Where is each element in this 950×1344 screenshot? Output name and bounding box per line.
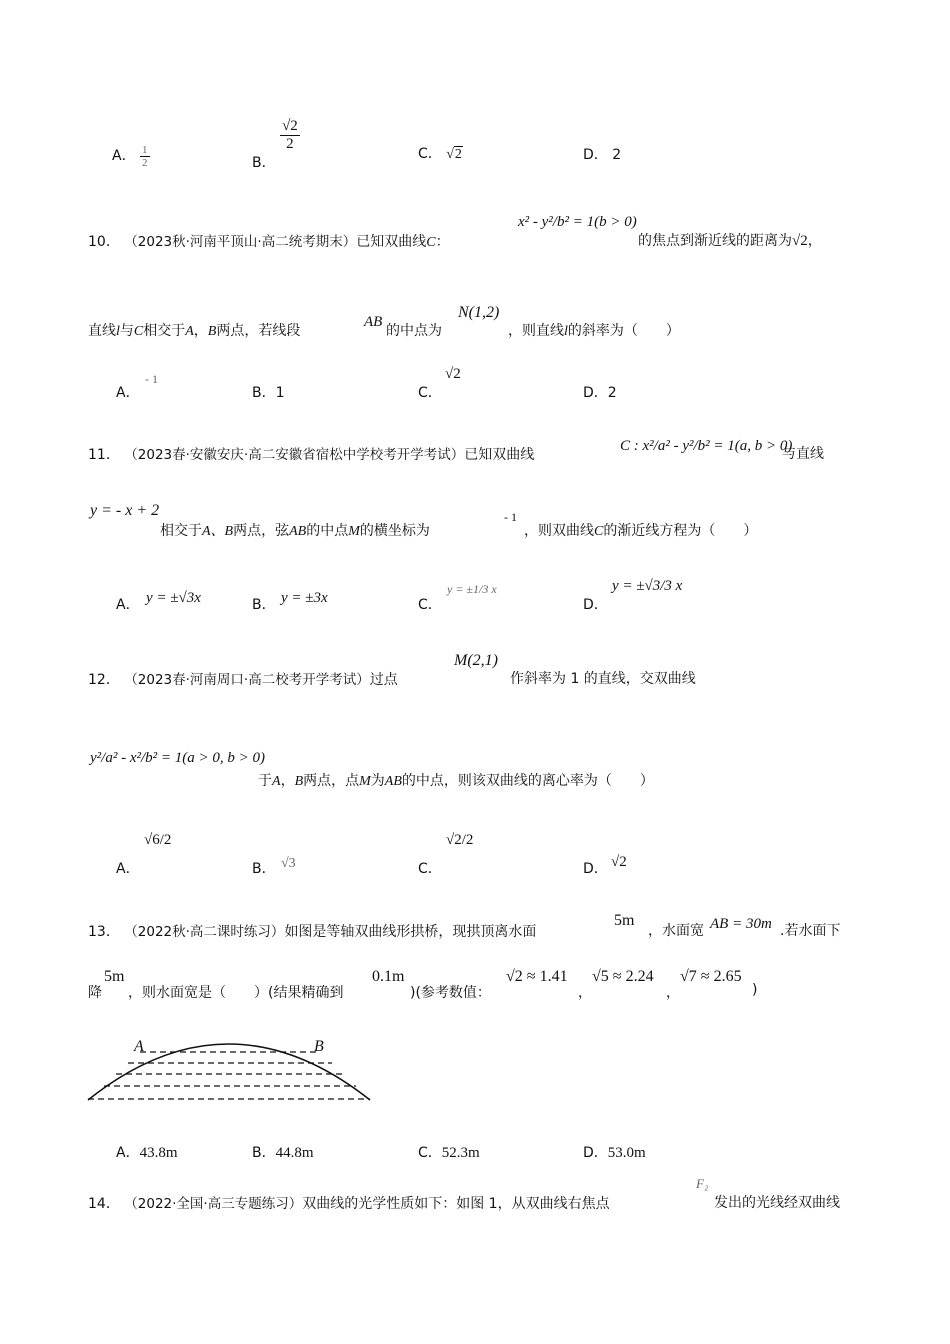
point-b: B — [294, 774, 304, 789]
q14-focus: F₂ — [696, 1176, 709, 1191]
stem-text: 的斜率为（ ） — [567, 323, 680, 339]
q13-text7: ) — [752, 982, 758, 998]
option-value: 1 — [275, 385, 285, 401]
distance-value: √2 — [792, 233, 808, 249]
stem-text: 的渐近线方程为（ ） — [603, 523, 758, 539]
option-value: 52.3m — [441, 1145, 480, 1161]
numerator: 1 — [142, 144, 148, 156]
q13-ref3: √7 ≈ 2.65 — [680, 968, 742, 985]
q13-stem-line1 — [88, 920, 536, 941]
stem-text: ，则直线 — [508, 323, 564, 339]
question-number: 10． — [88, 234, 120, 250]
option-label: A． — [116, 1145, 140, 1161]
option-value: 2 — [607, 385, 617, 401]
option-label: B． — [252, 861, 276, 877]
q13-option-c[interactable] — [418, 1142, 480, 1162]
q11-stem-line1 — [88, 443, 534, 464]
option-value: 53.0m — [607, 1145, 646, 1161]
option-label: C． — [418, 385, 442, 401]
label-a: A — [134, 1038, 144, 1055]
option-value: 44.8m — [275, 1145, 314, 1161]
question-number: 12． — [88, 672, 120, 688]
colon: ： — [435, 234, 450, 250]
stem-text: 的横坐标为 — [359, 523, 430, 539]
chord-name: AB — [289, 524, 307, 539]
q12-option-c[interactable] — [418, 858, 442, 878]
q14-stem-line1 — [88, 1192, 610, 1213]
sqrt-expression: √2 — [446, 147, 462, 162]
option-label: D． — [583, 147, 608, 163]
stem-text: 为 — [370, 773, 385, 789]
q10-option-a-value: - 1 — [145, 372, 158, 386]
q10-stem-line1 — [88, 230, 450, 251]
q12-option-d-value: √2 — [611, 854, 627, 870]
option-label: C． — [418, 1145, 442, 1161]
q13-text4: 降 — [88, 985, 102, 1001]
q11-text2: 与直线 — [782, 446, 824, 462]
q11-option-d[interactable] — [583, 594, 608, 614]
stem-text: 与 — [119, 323, 134, 339]
question-source: （2023春·河南周口·高二校考开学考试） — [124, 672, 370, 688]
question-number: 13． — [88, 924, 120, 940]
q10-stem-line2 — [88, 320, 300, 340]
curve-name: C — [594, 524, 604, 539]
q9-option-c[interactable] — [418, 143, 463, 163]
q13-text2: ，水面宽 — [648, 923, 704, 939]
option-label: A． — [116, 385, 140, 401]
q11-stem-line2-end — [524, 520, 757, 540]
q13-ref1: √2 ≈ 1.41 — [506, 968, 568, 985]
q11-option-b[interactable] — [252, 594, 276, 614]
label-b: B — [314, 1038, 324, 1055]
curve-name: C — [133, 324, 144, 339]
curve-name: C — [426, 235, 436, 250]
question-source: （2022·全国·高三专题练习） — [124, 1196, 303, 1212]
points-ab: A、B — [202, 524, 234, 539]
point-a: A — [185, 324, 194, 339]
stem-text: 过点 — [369, 672, 398, 688]
option-label: D． — [583, 597, 608, 613]
option-label: D． — [583, 861, 608, 877]
q13-text5: ，则水面宽是（ ）(结果精确到 — [128, 985, 344, 1001]
q9-option-b[interactable] — [252, 118, 300, 171]
option-label: D． — [583, 385, 608, 401]
option-label: B． — [252, 155, 276, 171]
option-label: C． — [418, 146, 442, 162]
q10-midpoint: N(1,2) — [458, 304, 500, 321]
q9-option-a[interactable] — [112, 144, 150, 169]
arch-bridge-figure — [80, 1020, 380, 1110]
option-label: B． — [252, 1145, 276, 1161]
q11-abscissa: - 1 — [504, 510, 517, 524]
q13-option-b[interactable] — [252, 1142, 314, 1162]
q13-text6: )(参考数值： — [410, 985, 491, 1001]
q10-option-c-value: √2 — [445, 366, 461, 382]
q10-segment: AB — [364, 314, 383, 330]
q13-drop: 5m — [104, 968, 125, 985]
stem-text: 双曲线的光学性质如下：如图 1，从双曲线右焦点 — [302, 1196, 610, 1212]
q10-option-a[interactable] — [116, 382, 140, 402]
q12-point: M(2,1) — [454, 652, 498, 669]
option-value: 43.8m — [139, 1145, 178, 1161]
q14-text2: 发出的光线经双曲线 — [714, 1195, 840, 1211]
stem-text: 已知双曲线 — [356, 234, 427, 250]
q11-equation: C : x²/a² - y²/b² = 1(a, b > 0) — [620, 438, 793, 454]
option-label: B． — [252, 385, 276, 401]
point-m: M — [359, 774, 371, 789]
stem-text: 两点，点 — [303, 773, 360, 789]
q13-option-d[interactable] — [583, 1142, 646, 1162]
option-label: D． — [583, 1145, 608, 1161]
option-label: A． — [116, 861, 140, 877]
question-source: （2022秋·高二课时练习） — [124, 924, 285, 940]
stem-text: 的中点 — [306, 523, 349, 539]
question-source: （2023秋·河南平顶山·高二统考期末） — [124, 234, 357, 250]
stem-text: 已知双曲线 — [464, 447, 535, 463]
line-name: l — [564, 324, 568, 339]
q12-equation: y²/a² - x²/b² = 1(a > 0, b > 0) — [90, 750, 265, 766]
stem-text: 如图是等轴双曲线形拱桥，现拱顶离水面 — [284, 924, 537, 940]
stem-text: 两点，若线段 — [216, 323, 301, 339]
option-value: 2 — [612, 147, 622, 163]
option-label: B． — [252, 597, 276, 613]
stem-text: 的焦点到渐近线的距离为 — [638, 233, 792, 249]
denominator: 2 — [142, 157, 148, 170]
q12-option-a[interactable] — [116, 858, 140, 878]
q9-option-d[interactable] — [583, 144, 621, 164]
q13-text3: .若水面下 — [780, 923, 841, 939]
segment-name: AB — [384, 774, 402, 789]
q10-midpoint-text: 的中点为 — [386, 323, 442, 339]
hyperbola-arch — [88, 1044, 370, 1100]
q11-option-c-value: y = ±1/3 x — [447, 582, 497, 596]
q12-option-b[interactable] — [252, 858, 276, 878]
fraction — [280, 118, 300, 152]
q10-stem-line1-end — [638, 230, 822, 250]
q10-option-c[interactable] — [418, 382, 442, 402]
question-source: （2023春·安徽安庆·高二安徽省宿松中学校考开学考试） — [124, 447, 465, 463]
stem-text: 相交于 — [143, 323, 186, 339]
stem-text: 于 — [258, 773, 272, 789]
q13-ref-sep2: ， — [666, 985, 680, 1001]
q12-stem-line2 — [258, 770, 654, 790]
stem-text: 两点，弦 — [233, 523, 290, 539]
denominator: 2 — [286, 135, 294, 152]
water-lines — [88, 1052, 370, 1099]
q13-width: AB = 30m — [710, 916, 772, 932]
q13-option-a[interactable] — [116, 1142, 178, 1162]
option-label: C． — [418, 597, 442, 613]
q12-text2: 作斜率为 1 的直线，交双曲线 — [510, 671, 696, 687]
q13-ref-sep1: ， — [578, 985, 592, 1001]
q10-option-d[interactable] — [583, 382, 617, 402]
q11-stem-line2 — [160, 520, 430, 540]
q10-equation: x² - y²/b² = 1(b > 0) — [518, 214, 637, 230]
stem-text: 的中点，则该双曲线的离心率为（ ） — [401, 773, 654, 789]
q11-option-a[interactable] — [116, 594, 140, 614]
q10-stem-line2-end — [508, 320, 680, 340]
stem-text: 相交于 — [160, 523, 202, 539]
question-number: 14． — [88, 1196, 120, 1212]
q11-option-c[interactable] — [418, 594, 442, 614]
comma: ， — [807, 233, 822, 249]
stem-text: ，则双曲线 — [524, 523, 594, 539]
fraction — [140, 144, 150, 169]
point-a: A — [272, 774, 281, 789]
question-number: 11． — [88, 447, 120, 463]
q12-option-b-value: √3 — [281, 856, 296, 871]
q10-option-b[interactable] — [252, 382, 285, 402]
q11-line-equation: y = - x + 2 — [90, 502, 160, 519]
line-name: l — [116, 324, 120, 339]
separator: ， — [280, 773, 295, 789]
q11-option-d-value: y = ±√3/3 x — [612, 578, 683, 594]
option-label: A． — [116, 597, 140, 613]
separator: ， — [193, 323, 208, 339]
q12-option-d[interactable] — [583, 858, 608, 878]
option-label: C． — [418, 861, 442, 877]
q11-option-a-value: y = ±√3x — [146, 590, 201, 606]
q13-precision: 0.1m — [372, 968, 405, 985]
point-m: M — [348, 524, 360, 539]
option-label: A． — [112, 148, 136, 165]
q12-option-a-value: √6/2 — [144, 832, 172, 848]
point-b: B — [207, 324, 217, 339]
q13-ref2: √5 ≈ 2.24 — [592, 968, 654, 985]
radicand: 2 — [454, 147, 462, 162]
stem-text: 直线 — [88, 323, 116, 339]
q12-stem-line1 — [88, 668, 398, 689]
q11-option-b-value: y = ±3x — [281, 590, 328, 606]
q12-option-c-value: √2/2 — [446, 832, 474, 848]
q13-height: 5m — [614, 912, 635, 929]
numerator: √2 — [282, 118, 298, 134]
